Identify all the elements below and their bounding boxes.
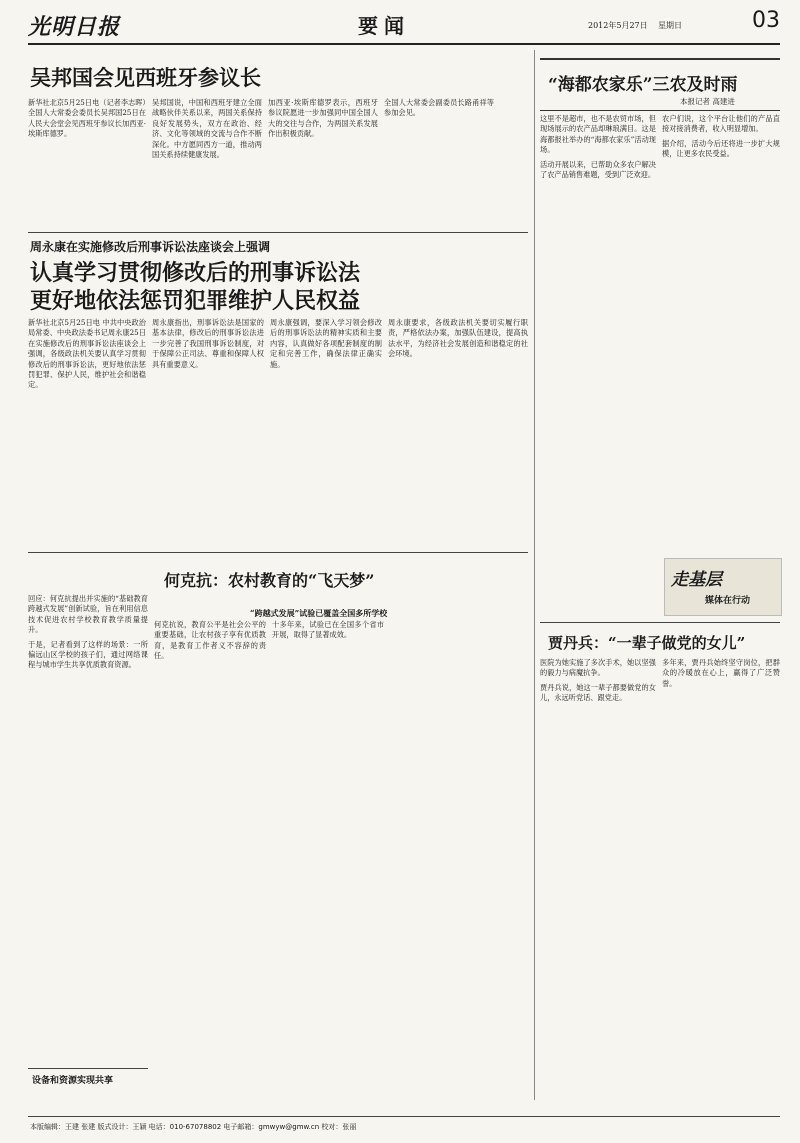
story3-paragraph: 何克抗说，教育公平是社会公平的重要基础，让农村孩子享有优质教育，是教育工作者义不容辞的责任。 [154,620,266,661]
story4-headline: “海都农家乐”三农及时雨 [548,75,738,95]
story1-paragraph: 新华社北京5月25日电（记者李志晖）全国人大常委会委员长吴邦国25日在人民大会堂会见西班牙参议长加西亚·埃斯库德罗。 [28,98,146,139]
story2-headline-line1: 认真学习贯彻修改后的刑事诉讼法 [30,260,361,286]
story2-col2 [152,318,264,544]
issue-weekday: 星期日 [658,21,682,30]
story2-headline-line2: 更好地依法惩罚犯罪维护人民权益 [30,288,361,314]
story2-col3 [270,318,382,544]
issue-date: 2012年5月27日 [588,21,648,30]
story2-kicker: 周永康在实施修改后刑事诉讼法座谈会上强调 [30,240,271,254]
page-number: 03 [752,8,780,33]
story3-headline: 何克抗：农村教育的“飞天梦” [164,571,375,590]
story3-paragraph: 于是，记者看到了这样的场景：一所偏远山区学校的孩子们，通过网络课程与城市学生共享优质教育资源。 [28,639,148,670]
zou-jiceng-logo: 走基层 [671,570,722,590]
page-footer: 本版编辑：王建 张建 版式设计：王颖 电话：010-67078802 电子邮箱：gmwyw@gmw.cn 校对：张丽 [30,1123,357,1131]
story5-paragraph: 医院为她实施了多次手术，她以坚强的毅力与病魔抗争。 [540,658,656,678]
bottom-box [28,1068,148,1107]
story5-paragraph: 多年来，贾丹兵始终坚守岗位，把群众的冷暖放在心上，赢得了广泛赞誉。 [662,658,780,688]
story1-paragraph: 吴邦国说，中国和西班牙建立全面战略伙伴关系以来，两国关系保持良好发展势头，双方在政治、经济、文化等领域的交流与合作不断深化。中方愿同西方一道，推动两国关系持续健康发展。 [152,98,262,160]
story1-headline: 吴邦国会见西班牙参议长 [30,65,261,90]
masthead [28,8,780,42]
story4-paragraph: 据介绍，活动今后还将进一步扩大规模，让更多农民受益。 [662,138,780,159]
story2-col1 [28,318,146,544]
story4-col1 [540,114,656,394]
story4-byline: 本报记者 高建进 [680,97,735,106]
story5-headline: 贾丹兵：“一辈子做党的女儿” [548,634,746,652]
story2-paragraph: 周永康指出，刑事诉讼法是国家的基本法律，修改后的刑事诉讼法进一步完善了我国刑事诉讼制度，对于保障公正司法、尊重和保障人权具有重要意义。 [152,318,264,369]
story3-paragraph: 回应：何克抗提出并实施的“基础教育跨越式发展”创新试验，旨在利用信息技术促进农村学校教育教学质量提升。 [28,594,148,635]
bottom-box-title: 设备和资源实现共享 [32,1076,114,1086]
media-in-action-label: 媒体在行动 [705,596,751,606]
story4-paragraph: 这里不是超市，也不是农贸市场，但现场展示的农产品却琳琅满目。这是海都报社举办的“海都农家乐”活动现场。 [540,114,656,155]
story5-col1 [540,658,656,1068]
story2-paragraph: 新华社北京5月25日电 中共中央政治局常委、中央政法委书记周永康25日在实施修改后的刑事诉讼法座谈会上强调，各级政法机关要认真学习贯彻修改后的刑事诉讼法，更好地依法惩罚犯罪、保护人民，维护社会和谐稳定。 [28,318,146,390]
story4-paragraph: 农户们说，这个平台让他们的产品直接对接消费者，收入明显增加。 [662,114,780,134]
story4-paragraph: 活动开展以来，已帮助众多农户解决了农产品销售难题，受到广泛欢迎。 [540,159,656,180]
story3-col2 [154,620,266,1060]
story4-col2 [662,114,780,394]
story5-col2 [662,658,780,1068]
story3-subhead: “跨越式发展”试验已覆盖全国多所学校 [250,608,388,618]
story2-paragraph: 周永康要求，各级政法机关要切实履行职责，严格依法办案，加强队伍建设，提高执法水平，为经济社会发展创造和谐稳定的社会环境。 [388,318,528,359]
story3-paragraph: 十多年来，试验已在全国多个省市开展，取得了显著成效。 [272,620,384,640]
story1-col4 [384,98,494,226]
newspaper-logo: 光明日报 [28,14,121,40]
story5-paragraph: 贾丹兵说，她这一辈子都要做党的女儿，永远听党话、跟党走。 [540,682,656,703]
story1-col2 [152,98,262,226]
story1-col3 [268,98,378,226]
story3-col1 [28,594,148,1064]
section-title: 要闻 [358,14,410,38]
story1-paragraph: 全国人大常委会副委员长路甬祥等参加会见。 [384,98,494,118]
story1-col1 [28,98,146,226]
story1-paragraph: 加西亚·埃斯库德罗表示，西班牙参议院愿进一步加强同中国全国人大的交往与合作，为两国关系发展作出积极贡献。 [268,98,378,139]
story2-paragraph: 周永康强调，要深入学习领会修改后的刑事诉讼法的精神实质和主要内容，认真做好各项配套制度的制定和完善工作，确保法律正确实施。 [270,318,382,369]
story2-col4 [388,318,528,544]
media-in-action-banner [664,558,782,616]
story3-col3 [272,620,384,1060]
